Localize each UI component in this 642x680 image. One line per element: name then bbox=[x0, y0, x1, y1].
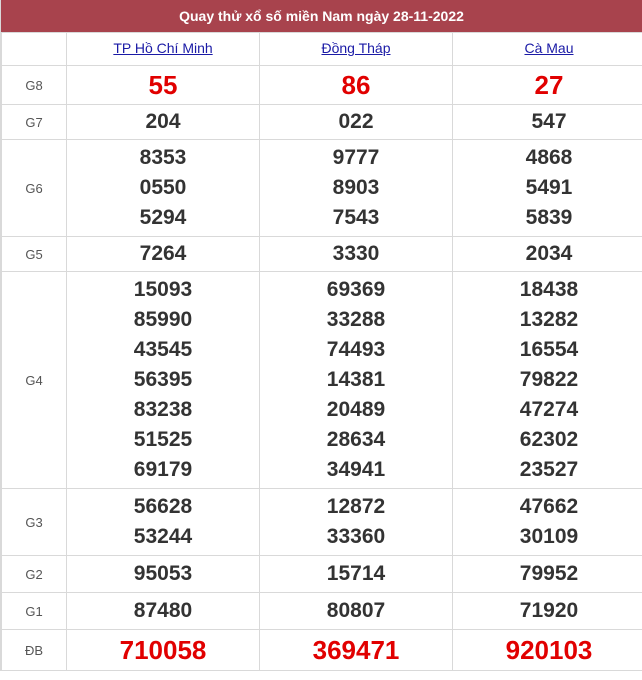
header-corner bbox=[2, 33, 67, 66]
prize-cell bbox=[67, 630, 260, 671]
province-header[interactable] bbox=[67, 33, 260, 66]
prize-cell bbox=[67, 489, 260, 556]
lottery-number: 022 bbox=[338, 110, 374, 133]
lottery-number: 920103 bbox=[505, 635, 593, 665]
prize-label: ĐB bbox=[2, 630, 67, 671]
lottery-number: 7264 bbox=[139, 242, 187, 265]
prize-row bbox=[2, 140, 642, 237]
lottery-number: 56628 bbox=[133, 495, 193, 518]
lottery-number: 34941 bbox=[326, 458, 386, 481]
prize-label: G4 bbox=[2, 272, 67, 489]
prize-cell bbox=[260, 630, 453, 671]
prize-cell bbox=[67, 237, 260, 272]
province-header[interactable] bbox=[260, 33, 453, 66]
prize-cell bbox=[260, 140, 453, 237]
lottery-number: 710058 bbox=[119, 635, 207, 665]
prize-row bbox=[2, 556, 642, 593]
lottery-number: 0550 bbox=[139, 176, 187, 199]
province-link-dong-thap[interactable]: Đồng Tháp bbox=[321, 40, 391, 56]
lottery-number: 14381 bbox=[326, 368, 386, 391]
prize-row bbox=[2, 66, 642, 105]
lottery-number: 83238 bbox=[133, 398, 193, 421]
lottery-number: 13282 bbox=[519, 308, 579, 331]
prize-label: G6 bbox=[2, 140, 67, 237]
lottery-number: 3330 bbox=[332, 242, 380, 265]
lottery-number: 9777 bbox=[332, 146, 380, 169]
prize-cell bbox=[453, 105, 642, 140]
prize-cell bbox=[453, 593, 642, 630]
prize-cell bbox=[260, 593, 453, 630]
lottery-number: 2034 bbox=[525, 242, 573, 265]
lottery-number: 53244 bbox=[133, 525, 193, 548]
prize-cell bbox=[453, 272, 642, 489]
prize-cell bbox=[260, 237, 453, 272]
prize-row bbox=[2, 105, 642, 140]
lottery-number: 80807 bbox=[326, 599, 386, 622]
page-title: Quay thử xổ số miền Nam ngày 28-11-2022 bbox=[1, 0, 642, 32]
lottery-number: 15714 bbox=[326, 562, 386, 585]
prize-cell bbox=[260, 66, 453, 105]
lottery-number: 47662 bbox=[519, 495, 579, 518]
lottery-number: 15093 bbox=[133, 278, 193, 301]
lottery-number: 27 bbox=[534, 70, 564, 100]
lottery-number: 62302 bbox=[519, 428, 579, 451]
lottery-number: 85990 bbox=[133, 308, 193, 331]
lottery-number: 5839 bbox=[525, 206, 573, 229]
lottery-number: 43545 bbox=[133, 338, 193, 361]
lottery-number: 23527 bbox=[519, 458, 579, 481]
prize-row bbox=[2, 489, 642, 556]
lottery-number: 5294 bbox=[139, 206, 187, 229]
province-header-row bbox=[2, 33, 642, 66]
prize-cell bbox=[67, 66, 260, 105]
lottery-number: 8353 bbox=[139, 146, 187, 169]
province-link-hcm[interactable]: TP Hồ Chí Minh bbox=[113, 40, 213, 56]
prize-cell bbox=[453, 630, 642, 671]
lottery-number: 87480 bbox=[133, 599, 193, 622]
province-header[interactable] bbox=[453, 33, 642, 66]
prize-cell bbox=[67, 272, 260, 489]
lottery-number: 47274 bbox=[519, 398, 579, 421]
prize-cell bbox=[260, 105, 453, 140]
prize-cell bbox=[453, 237, 642, 272]
lottery-number: 8903 bbox=[332, 176, 380, 199]
prize-cell bbox=[453, 489, 642, 556]
prize-cell bbox=[67, 556, 260, 593]
lottery-number: 4868 bbox=[525, 146, 573, 169]
lottery-number: 86 bbox=[341, 70, 371, 100]
lottery-number: 5491 bbox=[525, 176, 573, 199]
prize-cell bbox=[67, 593, 260, 630]
lottery-number: 20489 bbox=[326, 398, 386, 421]
prize-cell bbox=[260, 272, 453, 489]
lottery-number: 56395 bbox=[133, 368, 193, 391]
prize-row bbox=[2, 272, 642, 489]
lottery-number: 30109 bbox=[519, 525, 579, 548]
prize-cell bbox=[67, 105, 260, 140]
lottery-number: 74493 bbox=[326, 338, 386, 361]
lottery-number: 33360 bbox=[326, 525, 386, 548]
lottery-number: 71920 bbox=[519, 599, 579, 622]
lottery-number: 28634 bbox=[326, 428, 386, 451]
lottery-number: 204 bbox=[145, 110, 181, 133]
results-table bbox=[1, 32, 642, 671]
lottery-number: 369471 bbox=[312, 635, 400, 665]
lottery-number: 79822 bbox=[519, 368, 579, 391]
prize-cell bbox=[453, 556, 642, 593]
lottery-number: 51525 bbox=[133, 428, 193, 451]
prize-row bbox=[2, 593, 642, 630]
prize-row bbox=[2, 630, 642, 671]
lottery-number: 7543 bbox=[332, 206, 380, 229]
prize-cell bbox=[453, 140, 642, 237]
prize-label: G8 bbox=[2, 66, 67, 105]
lottery-number: 79952 bbox=[519, 562, 579, 585]
prize-label: G7 bbox=[2, 105, 67, 140]
prize-cell bbox=[260, 556, 453, 593]
lottery-number: 69369 bbox=[326, 278, 386, 301]
prize-label: G3 bbox=[2, 489, 67, 556]
lottery-number: 69179 bbox=[133, 458, 193, 481]
lottery-number: 33288 bbox=[326, 308, 386, 331]
lottery-number: 16554 bbox=[519, 338, 579, 361]
prize-label: G2 bbox=[2, 556, 67, 593]
lottery-number: 12872 bbox=[326, 495, 386, 518]
lottery-number: 18438 bbox=[519, 278, 579, 301]
prize-cell bbox=[453, 66, 642, 105]
lottery-number: 55 bbox=[148, 70, 178, 100]
lottery-number: 95053 bbox=[133, 562, 193, 585]
prize-cell bbox=[67, 140, 260, 237]
prize-cell bbox=[260, 489, 453, 556]
prize-label: G5 bbox=[2, 237, 67, 272]
lottery-number: 547 bbox=[531, 110, 567, 133]
prize-label: G1 bbox=[2, 593, 67, 630]
prize-row bbox=[2, 237, 642, 272]
province-link-ca-mau[interactable]: Cà Mau bbox=[524, 40, 574, 56]
